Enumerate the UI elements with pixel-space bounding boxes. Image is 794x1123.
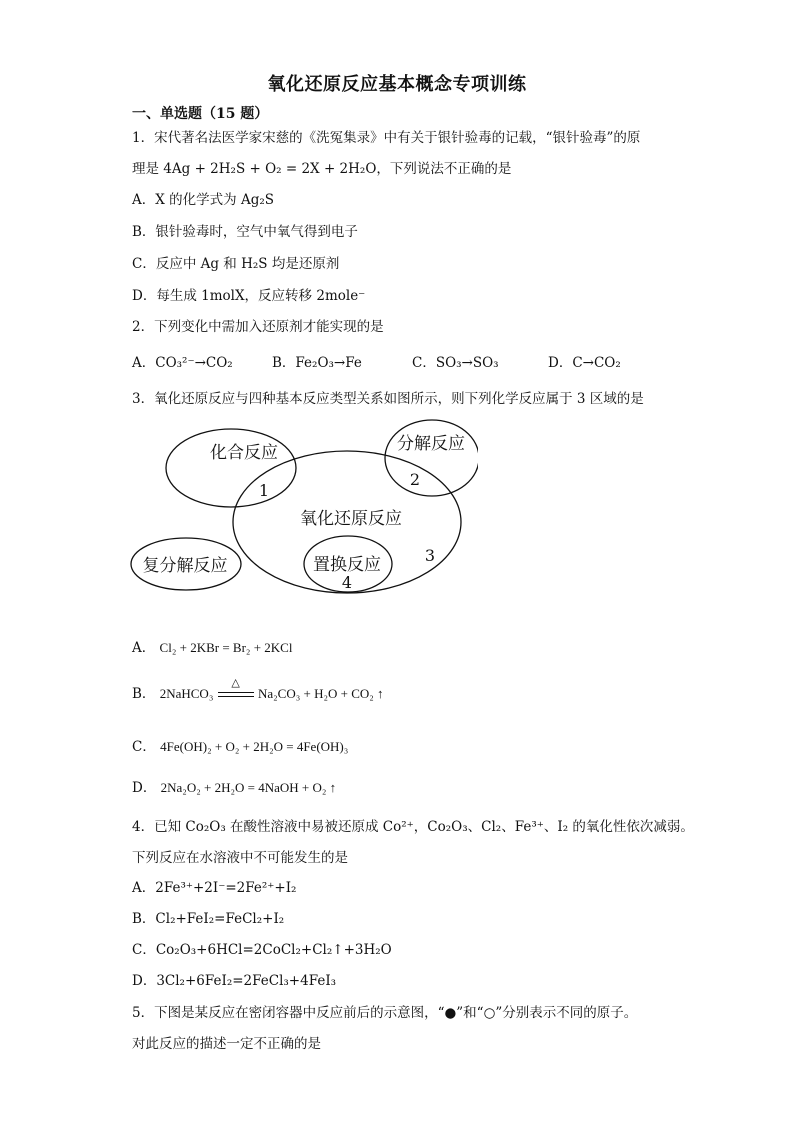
q1-option-b: B．银针验毒时，空气中氧气得到电子 bbox=[132, 224, 358, 240]
q3-option-b bbox=[132, 675, 384, 704]
region-3-label: 3 bbox=[424, 546, 436, 565]
heat-symbol: △ bbox=[231, 675, 240, 689]
q1-stem-line2: 理是 4Ag + 2H₂S + O₂ = 2X + 2H₂O，下列说法不正确的是 bbox=[132, 161, 512, 177]
region-4-label: 4 bbox=[341, 573, 353, 592]
decomposition-label: 分解反应 bbox=[397, 434, 465, 454]
q3-option-b-letter: B． bbox=[132, 686, 156, 702]
reaction-types-venn-diagram bbox=[128, 418, 478, 600]
q3-stem: 3．氧化还原反应与四种基本反应类型关系如图所示，则下列化学反应属于 3 区域的是 bbox=[132, 391, 644, 407]
displacement-label: 置换反应 bbox=[313, 555, 381, 575]
q4-option-d: D．3Cl₂+6FeI₂=2FeCl₃+4FeI₃ bbox=[132, 973, 337, 989]
heating-condition-arrow bbox=[218, 675, 254, 703]
q3-option-b-reactant: 2NaHCO₃ bbox=[159, 686, 214, 701]
double-decomposition-label: 复分解反应 bbox=[142, 556, 228, 576]
q3-option-d bbox=[132, 778, 336, 798]
region-2-label: 2 bbox=[409, 470, 421, 489]
q3-option-d-letter: D． bbox=[132, 780, 157, 796]
q3-option-d-equation: 2Na₂O₂ + 2H₂O = 4NaOH + O₂ ↑ bbox=[160, 780, 337, 795]
q1-option-c: C．反应中 Ag 和 H₂S 均是还原剂 bbox=[132, 256, 340, 272]
redox-label: 氧化还原反应 bbox=[300, 509, 402, 529]
q1-stem-line1: 1．宋代著名法医学家宋慈的《洗冤集录》中有关于银针验毒的记载，“银针验毒”的原 bbox=[132, 130, 641, 146]
q4-option-b: B．Cl₂+FeI₂=FeCl₂+I₂ bbox=[132, 911, 285, 927]
q4-stem-line2: 下列反应在水溶液中不可能发生的是 bbox=[132, 850, 348, 866]
section-heading: 一、单选题（15 题） bbox=[132, 106, 269, 122]
q5-stem-line1: 5．下图是某反应在密闭容器中反应前后的示意图，“●”和“○”分别表示不同的原子。 bbox=[132, 1005, 638, 1021]
q4-option-c: C．Co₂O₃+6HCl=2CoCl₂+Cl₂↑+3H₂O bbox=[132, 942, 392, 958]
q5-stem-line2: 对此反应的描述一定不正确的是 bbox=[132, 1036, 321, 1052]
q3-option-b-products: Na₂CO₃ + H₂O + CO₂ ↑ bbox=[257, 686, 384, 701]
q2-option-b: B．Fe₂O₃→Fe bbox=[272, 355, 362, 371]
q4-stem-line1: 4．已知 Co₂O₃ 在酸性溶液中易被还原成 Co²⁺，Co₂O₃、Cl₂、Fe³⁺、I₂ 的氧化性依次减弱。 bbox=[132, 819, 694, 835]
q3-option-c-equation: 4Fe(OH)₂ + O₂ + 2H₂O = 4Fe(OH)₃ bbox=[160, 739, 349, 754]
q3-option-c-letter: C． bbox=[132, 739, 156, 755]
q2-option-a: A．CO₃²⁻→CO₂ bbox=[132, 355, 233, 371]
q1-option-a: A．X 的化学式为 Ag₂S bbox=[132, 192, 274, 208]
q2-stem: 2．下列变化中需加入还原剂才能实现的是 bbox=[132, 319, 384, 335]
q1-option-d: D．每生成 1molX，反应转移 2mole⁻ bbox=[132, 288, 366, 304]
q3-option-a-equation: Cl₂ + 2KBr = Br₂ + 2KCl bbox=[159, 640, 293, 655]
q3-option-a-letter: A． bbox=[132, 640, 156, 656]
region-1-label: 1 bbox=[258, 481, 270, 500]
q3-option-a bbox=[132, 638, 292, 658]
combination-ellipse bbox=[166, 429, 296, 507]
page-title: 氧化还原反应基本概念专项训练 bbox=[267, 74, 527, 95]
q4-option-a: A．2Fe³⁺+2I⁻=2Fe²⁺+I₂ bbox=[132, 880, 297, 896]
q2-option-d: D．C→CO₂ bbox=[548, 355, 621, 371]
q3-option-c bbox=[132, 737, 348, 757]
combination-label: 化合反应 bbox=[210, 443, 278, 463]
q2-option-c: C．SO₃→SO₃ bbox=[412, 355, 499, 371]
